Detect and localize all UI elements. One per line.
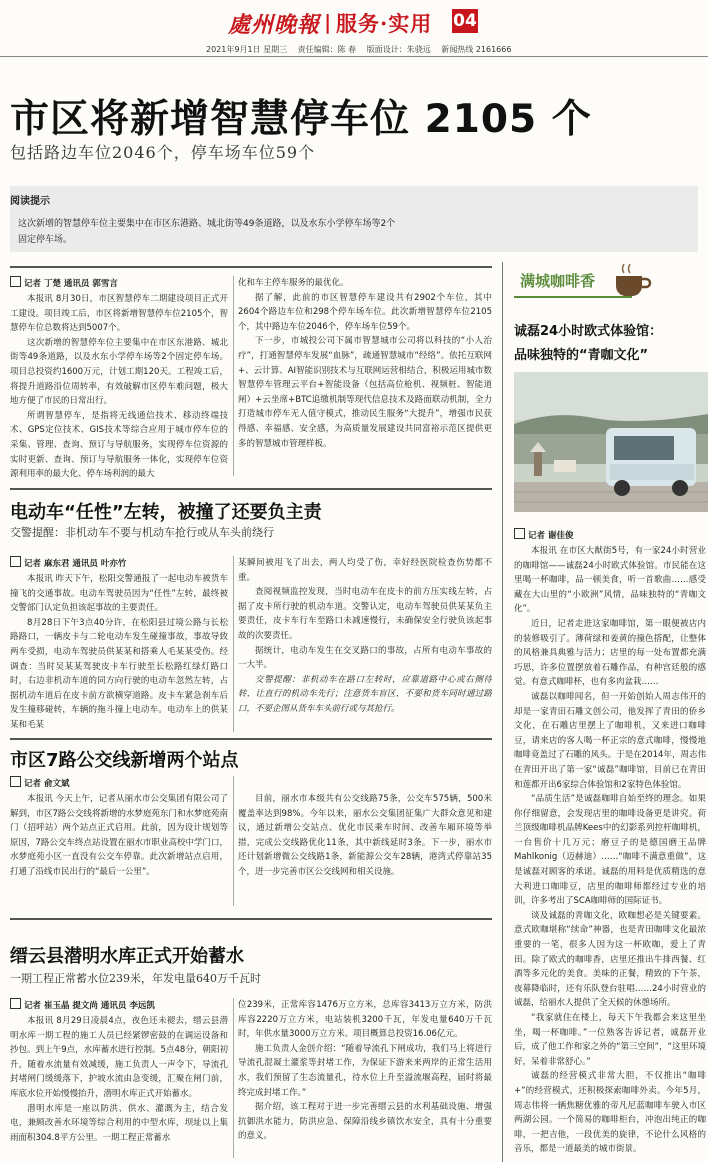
ebike-subhead: 交警提醒：非机动车不要与机动车抢行或从车头前绕行 [10,526,274,539]
masthead [0,0,708,40]
reservoir-column-2: 位239米，正常库容1476万立方米，总库容3413万立方米，防洪库容2220万立方米，电站装机3200千瓦，年发电量640万千瓦时，年供水量3000万立方米。项目概算总投资16.06亿元。 施工负责人金创介绍：“随着导流孔下闸成功，我们马上将进行导流孔混凝土灌浆等封堵工作，为保证下游来来两岸的正常生活用水，我们预留了生态流量孔，待水位上升至溢流堰高程，届时将最终完成封堵工作。” 据介绍，该工程对于进一步完善缙云县的水利基础设施、增强抗御洪水能力，防洪应急、保障沿线乡镇饮水安全，具有十分重要的意义。 [238,1000,492,1142]
bus-byline: 记者 俞文斌 [10,776,69,789]
page-number: 04 [453,11,477,31]
hotline: 新闻热线 2161666 [441,45,512,54]
bus-headline: 市区7路公交线新增两个站点 [10,750,239,771]
coffee-byline: 记者 谢佳俊 [514,528,573,541]
reservoir-headline: 缙云县潜明水库正式开始蓄水 [10,946,244,967]
column-divider [233,776,234,906]
issue-date: 2021年9月1日 星期三 [206,45,288,54]
reservoir-column-1: 本报讯 8月29日凌晨4点，夜色还未褪去，缙云县潜明水库一期工程的施工人员已经紧锣密鼓的在调运设备和抄包。到上午9点，水库蓄水进行控制。5点48分，朝阳初升，随着水流量有效减缓，施工负责人一声令下，导流孔封堵闸门缓缓落下，护坡水流由急变缓，汇聚在闸门前，库底水位开始慢慢抬升，潜明水库正式开始蓄水。 潜明水库是一座以防洪、供水、灌溉为主，结合发电，兼顾改善水环境等综合利用的中型水库，坝址以上集雨面积304.8平方公里。一期工程正常蓄水 [10,1016,228,1143]
coffee-headline-line1: 诚磊24小时欧式体验馆： [514,324,663,339]
reading-tip-title: 阅读提示 [10,196,50,207]
reservoir-byline: 记者 崔玉晶 提文尚 通讯员 李远凯 [10,998,155,1011]
lead-column-2: 化和车主停车服务的最优化。 据了解，此前的市区智慧停车建设共有2902个车位，其中2604个路边车位和298个停车场车位。此次新增智慧停车位2105个，其中路边车位2046个，停车场车位59个。 下一步，市城投公司下属市智慧城市公司将以科技的“小人治疗”，打通智慧停车发展“血脉”，疏通智慧城市“经络”。依托互联网+、云计算、AI智能识别技术与互联网运营相结合，积极运用城市数智慧停车管理云平台+智能设备（包括高位枪机、视频桩、智能道闸）+云坐席+BTC追缴机制等现代信息技术及路面联动机制，全力打造城市停车无人值守模式，推动民生服务“大提升”，增强市民获得感、幸福感、安全感，为高质量发展建设共同富裕示范区提供更多的智慧城市管理样板。 [238,278,492,449]
reservoir-rule [10,918,492,920]
editor: 责任编辑：陈 春 [297,45,357,54]
lead-byline: 记者 丁楚 通讯员 郭雪言 [10,276,118,289]
section-title: 服务·实用 [336,11,433,36]
lead-subhead: 包括路边车位2046个，停车场车位59个 [10,143,316,162]
bus-column-1: 本报讯 今天上午，记者从丽水市公交集团有限公司了解到，市区7路公交线将新增的水梦庭苑东门和水梦庭苑南门（招呼站）两个站点正式启用。此前，因为设计规划等原因，7路公交车终点站设置在丽水市职业高校中学门口，水梦庭苑小区一直没有公交车停靠。此次新增站点启用，打通了沿线市民出行的“最后一公里”。 [10,794,228,877]
ebike-byline: 记者 麻东君 通讯员 叶亦竹 [10,556,126,569]
dateline [206,44,519,55]
column-divider [233,998,234,1158]
header-rule [0,56,708,57]
ebike-column-1: 本报讯 昨天下午，松阳交警通报了一起电动车被货车撞飞的交通事故。电动车驾驶员因为“任性”左转，最终被交警部门认定负担该起事故的主要责任。 8月28日下午3点40分许，在松阳县过境公路与长松路路口，一辆皮卡与二轮电动车发生碰撞事故，事故导致两车受损，电动车驾驶员供某某和搭乘人毛某某受伤。经调查：当时吴某某驾驶皮卡车行驶至长松路红绿灯路口时，右边非机动车道的同方向行驶的电动车忽然左转，占据机动车道后在皮卡前方欲横穿道路。皮卡车紧急刹车后发生撞移碰转，车辆的拖斗撞上电动车。电动车上的供某某和毛某 [10,574,228,730]
coffee-truck-photo [514,372,708,512]
column-divider [233,556,234,732]
reading-tip-text: 这次新增的智慧停车位主要集中在市区东港路、城北街等49条道路，以及水东小学停车场等2个固定停车场。 [18,219,396,245]
coffee-body: 本报讯 在市区大猷街5号，有一家24小时营业的咖啡馆——诚磊24小时欧式体验馆。市民能在这里喝一杯咖啡，品一顿美食，听一首歌曲……感受藏在大山里的“小欧洲”风情，品味独特的“青咖文化”。 近日，记者走进这家咖啡馆，第一眼便被店内的装修吸引了。薄荷绿和姜黄的撞色搭配，让整体的风格兼具典雅与活力；店里的每一处布置都充满巧思，许多位置摆放着石雕作品，有种宫廷般的感觉。有意式咖啡杯，也有多肉盆栽…… 诚磊以咖啡闻名，但一开始创始人周志伟开的却是一家青田石雕文创公司，他发挥了青田的侨乡文化，在石雕店里摆上了咖啡机，又来进口咖啡豆，请来店的客人喝一杯正宗的意式咖啡，慢慢地咖啡竟盖过了石雕的风头。于是在2014年，周志伟在青田开出了第一家“诚磊”咖啡馆，目前已在青田和莲都开出6家综合体验馆和2家特色体验馆。 “品质生活”是诚磊咖啡自始至终的理念。如果你仔细留意，会发现店里的咖啡设备更是讲究。荷兰顶级咖啡机品牌Kees中的幻影系列控杆咖啡机，一台售价十几万元；磨豆子的是德国磨王品牌Mahlkonig（迈赫迪）……“咖啡不满意重做”，这是诚磊对顾客的承诺。诚磊的用料是优质精选的意大利进口咖啡豆，店里的咖啡师都经过专业的培训，许多考出了SCA咖啡师的国际证书。 谈及诚磊的青咖文化，欧咖想必是关键要素。意式欧咖堪称“续命”神器，也是青田咖啡文化最浓重要的一笔，很多人因为这一杯欧咖，爱上了青田。除了欧式的咖啡香，店里还推出牛排西餐、红酒等多元化的美食。美味的正餐，精致的下午茶，夜幕降临时，还有乐队登台驻唱……24小时营业的诚磊，给丽水人提供了全天候的休憩场所。 “我家就住在楼上，每天下午我都会来这里坐坐，喝一杯咖啡。”一位熟客告诉记者，诚磊开业后，成了他工作和家之外的“第三空间”，“这里环境好，呆着非常舒心。” 诚磊的经营模式非常大胆，不仅推出“咖啡+”的经营模式，还积极探索咖啡外卖。今年5月，周志伟将一辆焦糖优雅的帝凡尼蓝咖啡车驶入市区两湖公园。一个简易的咖啡柜台，冲泡出纯正的咖啡，一把吉他，一段优美的旋律，不论什么风格的音乐，都是一道最美的城市街景。 [514,546,706,1155]
newspaper-logo: 處州晚報 [228,12,321,38]
lead-column-1: 本报讯 8月30日，市区智慧停车二期建设项目正式开工建设。项目竣工后，市区将新增智慧停车位2105个，智慧停车位总数将达到5007个。 这次新增的智慧停车位主要集中在市区东港路、城北街等49条道路，以及水东小学停车场等2个固定停车场。项目总投资约1600万元，计划工期120天。工程竣工后，将提升道路沿位周转率，有效破解市区停车难问题，极大地方便了市民的日常出行。 所谓智慧停车，是指将无线通信技术、移动终端技术、GPS定位技术、GIS技术等综合应用于城市停车位的采集、管理、查询、预订与导航服务，实现停车位资源的实时更新、查询、预订与导航服务一体化，实现停车位资源利用率的最大化、停车场利润的最大 [10,294,228,480]
bus-rule [10,738,492,740]
column-logo: 满城咖啡香 [520,272,596,290]
ebike-headline: 电动车“任性”左转，被撞了还要负主责 [10,502,322,523]
designer: 版面设计：朱骁远 [366,45,431,54]
bus-column-2: 目前，丽水市本级共有公交线路75条，公交车575辆，500米覆盖率达到98%。今年以来，丽水公交集团征集广大群众意见和建议，通过新增公交站点、优化市民乘车时间、改善车厢环境等举措，完成公交线路优化11条，其中新线延时3条。下一步，丽水市还计划新增微公交线路1条，新能源公交车28辆，港湾式停靠站35个，进一步完善市区公交线网和相关设施。 [238,794,492,877]
ebike-column-2: 某瞬间被甩飞了出去，两人均受了伤，幸好经医院检查伤势都不重。 查阅视频监控发现，当时电动车在皮卡的前方压实线左转，占据了皮卡所行驶的机动车道。交警认定，电动车驾驶员供某某负主要责任，皮卡车行车至路口未减速慢行，未确保安全行驶负该起事故的次要责任。 据统计，电动车发生在交叉路口的事故，占所有电动车事故的一大半。 交警提醒：非机动车在路口左转时，应靠道路中心或右侧待转，让直行的机动车先行；注意货车盲区，不要和货车同时通过路口，不要企图从货车车头前行或与其抢行。 [238,558,492,714]
masthead-separator: | [324,10,332,34]
ebike-rule [10,488,492,490]
lead-headline: 市区将新增智慧停车位 2105 个 [10,97,592,142]
column-divider [233,276,234,476]
reservoir-subhead: 一期工程正常蓄水位239米，年发电量640万千瓦时 [10,972,261,985]
coffee-cup-icon [610,262,654,298]
lead-rule [10,266,492,268]
coffee-headline-line2: 品味独特的“青咖文化” [514,348,649,363]
right-column-divider [502,262,503,1162]
